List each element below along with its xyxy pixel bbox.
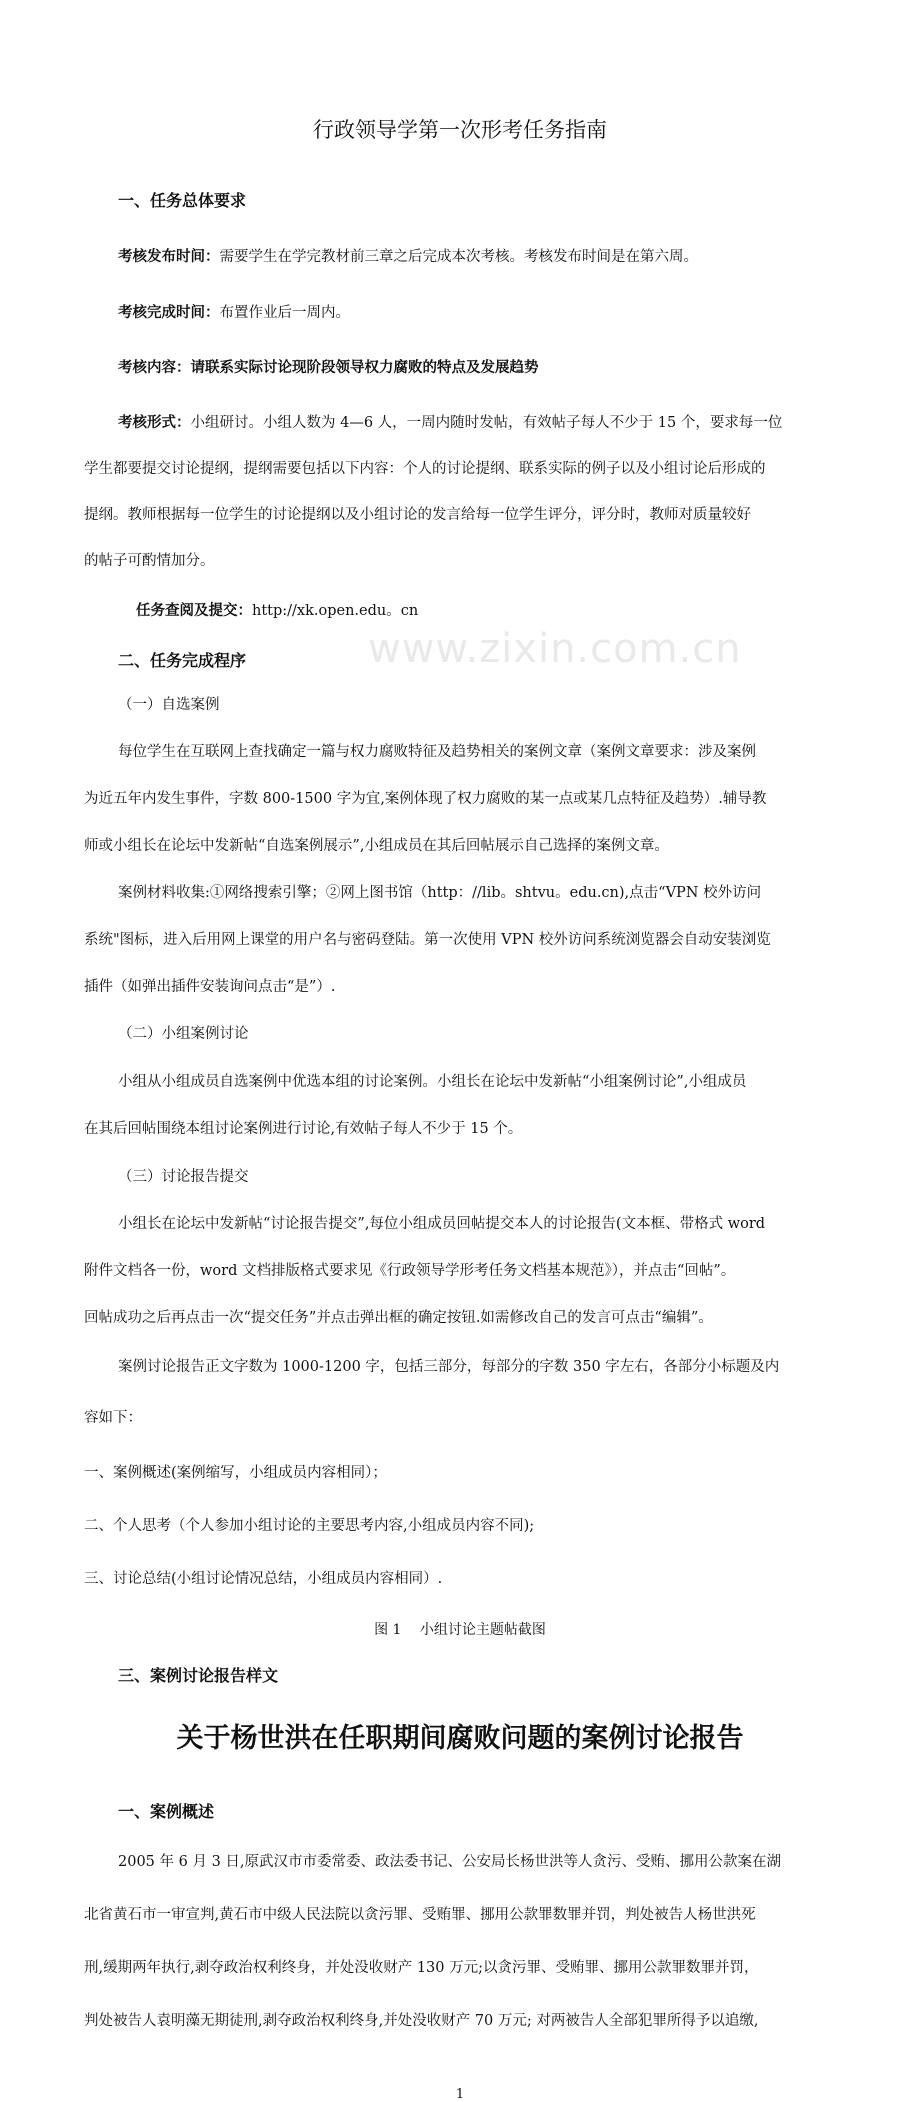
section3-heading: 三、案例讨论报告样文 <box>118 1666 279 1685</box>
form-line-2: 学生都要提交讨论提纲，提纲需要包括以下内容：个人的讨论提纲、联系实际的例子以及小组讨论后形成的 <box>84 461 766 477</box>
content-label: 考核内容： <box>118 360 191 376</box>
sub2-line-1: 小组从小组成员自选案例中优选本组的讨论案例。小组长在论坛中发新帖“小组案例讨论”,小组成员 <box>118 1074 747 1090</box>
figure-caption: 图 1 小组讨论主题帖截图 <box>374 1622 546 1638</box>
submit-paragraph <box>136 600 896 623</box>
sub3-line-2: 附件文档各一份，word 文档排版格式要求见《行政领导学形考任务文档基本规范》），并点击“回帖”。 <box>84 1263 736 1279</box>
sub2-heading: （二）小组案例讨论 <box>118 1026 249 1042</box>
complete-time-label: 考核完成时间： <box>118 305 220 321</box>
complete-time-text: 布置作业后一周内。 <box>219 305 350 321</box>
sub1-line-3: 师或小组长在论坛中发新帖“自选案例展示”,小组成员在其后回帖展示自己选择的案例文章。 <box>84 838 669 854</box>
watermark: www.zixin.com.cn <box>368 626 742 672</box>
section2-heading: 二、任务完成程序 <box>118 651 247 670</box>
form-line-3: 提纲。教师根据每一位学生的讨论提纲以及小组讨论的发言给每一位学生评分，评分时，教师对质量较好 <box>84 507 751 523</box>
materials-line-3: 插件（如弹出插件安装询问点击“是”）. <box>84 979 336 995</box>
part-item-3: 三、讨论总结(小组讨论情况总结，小组成员内容相同）. <box>84 1571 443 1587</box>
word-count-line-1: 案例讨论报告正文字数为 1000-1200 字，包括三部分，每部分的字数 350 字左右，各部分小标题及内 <box>118 1359 780 1375</box>
part-item-2: 二、个人思考（个人参加小组讨论的主要思考内容,小组成员内容不同); <box>84 1518 535 1534</box>
materials-line-1: 案例材料收集:①网络搜索引擎；②网上图书馆（http：//lib。shtvu。edu.cn),点击“VPN 校外访问 <box>118 885 762 901</box>
sub1-line-1: 每位学生在互联网上查找确定一篇与权力腐败特征及趋势相关的案例文章（案例文章要求：涉及案例 <box>118 744 756 760</box>
word-count-line-2: 容如下： <box>84 1410 142 1426</box>
overview-heading: 一、案例概述 <box>118 1802 215 1821</box>
form-line-4: 的帖子可酌情加分。 <box>84 553 215 569</box>
submit-label: 任务查阅及提交： <box>136 603 252 619</box>
form-text-1: 小组研讨。小组人数为 4—6 人，一周内随时发帖，有效帖子每人不少于 15 个，要求每一位 <box>190 415 783 431</box>
sub3-line-3: 回帖成功之后再点击一次“提交任务”并点击弹出框的确定按钮.如需修改自己的发言可点击“编辑”。 <box>84 1310 713 1326</box>
overview-line-2: 北省黄石市一审宣判,黄石市中级人民法院以贪污罪、受贿罪、挪用公款罪数罪并罚，判处被告人杨世洪死 <box>84 1907 756 1923</box>
section1-heading: 一、任务总体要求 <box>118 191 247 210</box>
overview-line-4: 判处被告人袁明藻无期徒刑,剥夺政治权利终身,并处没收财产 70 万元; 对两被告人全部犯罪所得予以追缴, <box>84 2013 759 2029</box>
submit-url[interactable]: http://xk.open.edu。cn <box>252 603 419 619</box>
overview-line-1: 2005 年 6 月 3 日,原武汉市市委常委、政法委书记、公安局长杨世洪等人贪污、受贿、挪用公款案在湖 <box>118 1854 782 1870</box>
form-line-1 <box>118 412 878 435</box>
page-number: 1 <box>455 2087 465 2102</box>
report-title: 关于杨世洪在任职期间腐败问题的案例讨论报告 <box>176 1723 744 1754</box>
sub3-line-1: 小组长在论坛中发新帖“讨论报告提交”,每位小组成员回帖提交本人的讨论报告(文本框、带格式 word <box>118 1216 766 1232</box>
content-text: 请联系实际讨论现阶段领导权力腐败的特点及发展趋势 <box>190 360 539 376</box>
release-time-text: 需要学生在学完教材前三章之后完成本次考核。考核发布时间是在第六周。 <box>219 249 698 265</box>
content-paragraph <box>118 357 878 380</box>
release-time-label: 考核发布时间： <box>118 249 220 265</box>
part-item-1: 一、案例概述(案例缩写，小组成员内容相同）； <box>84 1465 387 1481</box>
materials-line-2: 系统"图标，进入后用网上课堂的用户名与密码登陆。第一次使用 VPN 校外访问系统浏览器会自动安装浏览 <box>84 932 771 948</box>
sub3-heading: （三）讨论报告提交 <box>118 1169 249 1185</box>
sub1-line-2: 为近五年内发生事件，字数 800-1500 字为宜,案例体现了权力腐败的某一点或某几点特征及趋势）.辅导教 <box>84 791 767 807</box>
document-title: 行政领导学第一次形考任务指南 <box>313 118 607 142</box>
sub2-line-2: 在其后回帖围绕本组讨论案例进行讨论,有效帖子每人不少于 15 个。 <box>84 1121 523 1137</box>
release-time-paragraph <box>118 246 878 269</box>
sub1-heading: （一）自选案例 <box>118 697 220 713</box>
overview-line-3: 刑,缓期两年执行,剥夺政治权利终身，并处没收财产 130 万元;以贪污罪、受贿罪、挪用公款罪数罪并罚， <box>84 1960 759 1976</box>
form-label: 考核形式： <box>118 415 191 431</box>
complete-time-paragraph <box>118 302 878 325</box>
